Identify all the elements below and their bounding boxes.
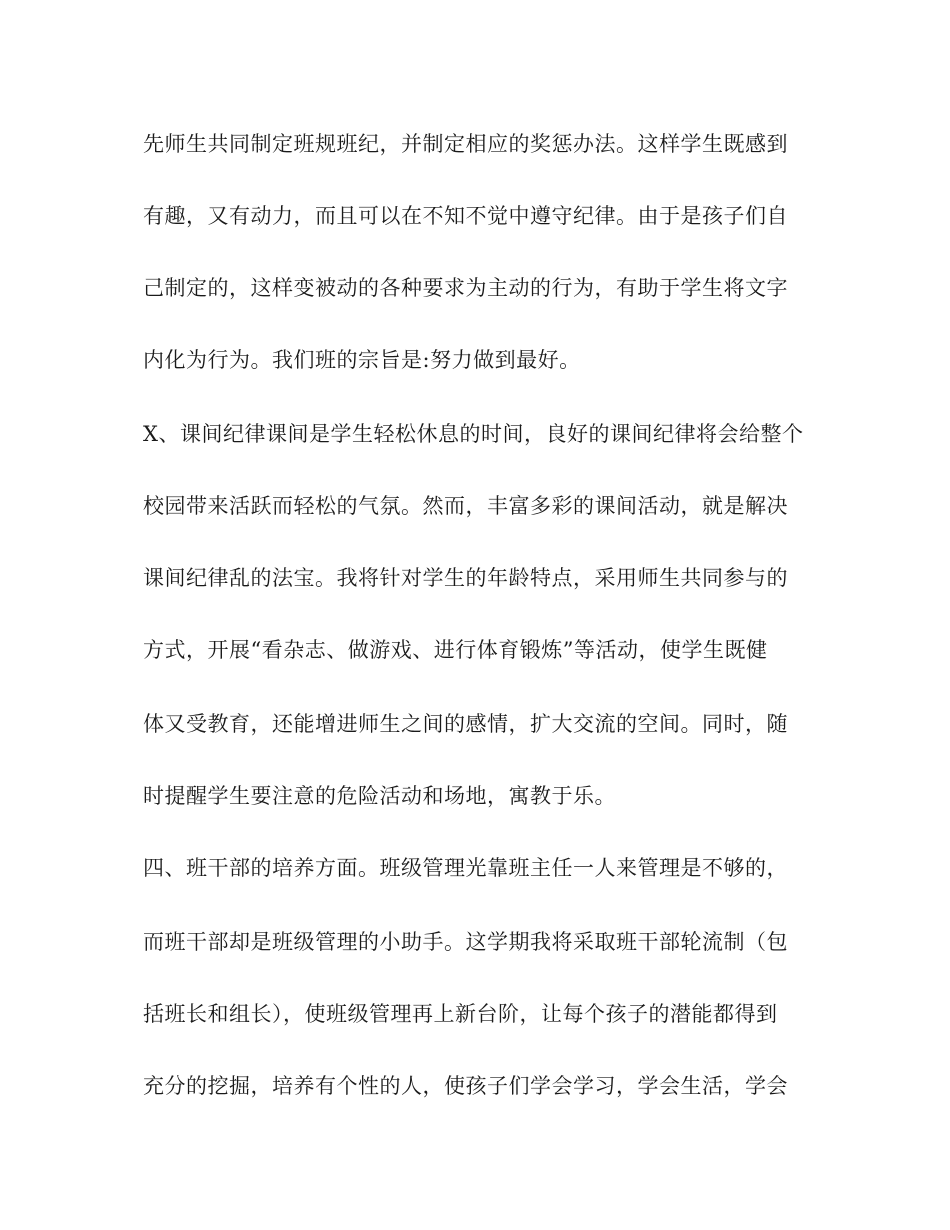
- paragraph-line: 而班干部却是班级管理的小助手。这学期我将采取班干部轮流制（包: [143, 930, 788, 954]
- paragraph-line: 有趣，又有动力，而且可以在不知不觉中遵守纪律。由于是孩子们自: [143, 204, 788, 228]
- paragraph-line: 内化为行为。我们班的宗旨是:努力做到最好。: [143, 348, 581, 372]
- paragraph-line: X、课间纪律课间是学生轻松休息的时间，良好的课间纪律将会给整个: [143, 422, 804, 446]
- paragraph-line: 己制定的，这样变被动的各种要求为主动的行为，有助于学生将文字: [143, 276, 788, 300]
- paragraph-line: 体又受教育，还能增进师生之间的感情，扩大交流的空间。同时，随: [143, 712, 788, 736]
- paragraph-line: 课间纪律乱的法宝。我将针对学生的年龄特点，采用师生共同参与的: [143, 566, 788, 590]
- paragraph-line: 先师生共同制定班规班纪，并制定相应的奖惩办法。这样学生既感到: [143, 132, 788, 156]
- paragraph-line: 方式，开展“看杂志、做游戏、进行体育锻炼”等活动，使学生既健: [143, 638, 768, 662]
- paragraph-line: 括班长和组长），使班级管理再上新台阶，让每个孩子的潜能都得到: [143, 1002, 778, 1026]
- paragraph-line: 充分的挖掘，培养有个性的人，使孩子们学会学习，学会生活，学会: [143, 1074, 788, 1098]
- paragraph-line: 校园带来活跃而轻松的气氛。然而，丰富多彩的课间活动，就是解决: [143, 494, 788, 518]
- paragraph-line: 时提醒学生要注意的危险活动和场地，寓教于乐。: [143, 784, 616, 808]
- paragraph-line: 四、班干部的培养方面。班级管理光靠班主任一人来管理是不够的，: [143, 856, 788, 880]
